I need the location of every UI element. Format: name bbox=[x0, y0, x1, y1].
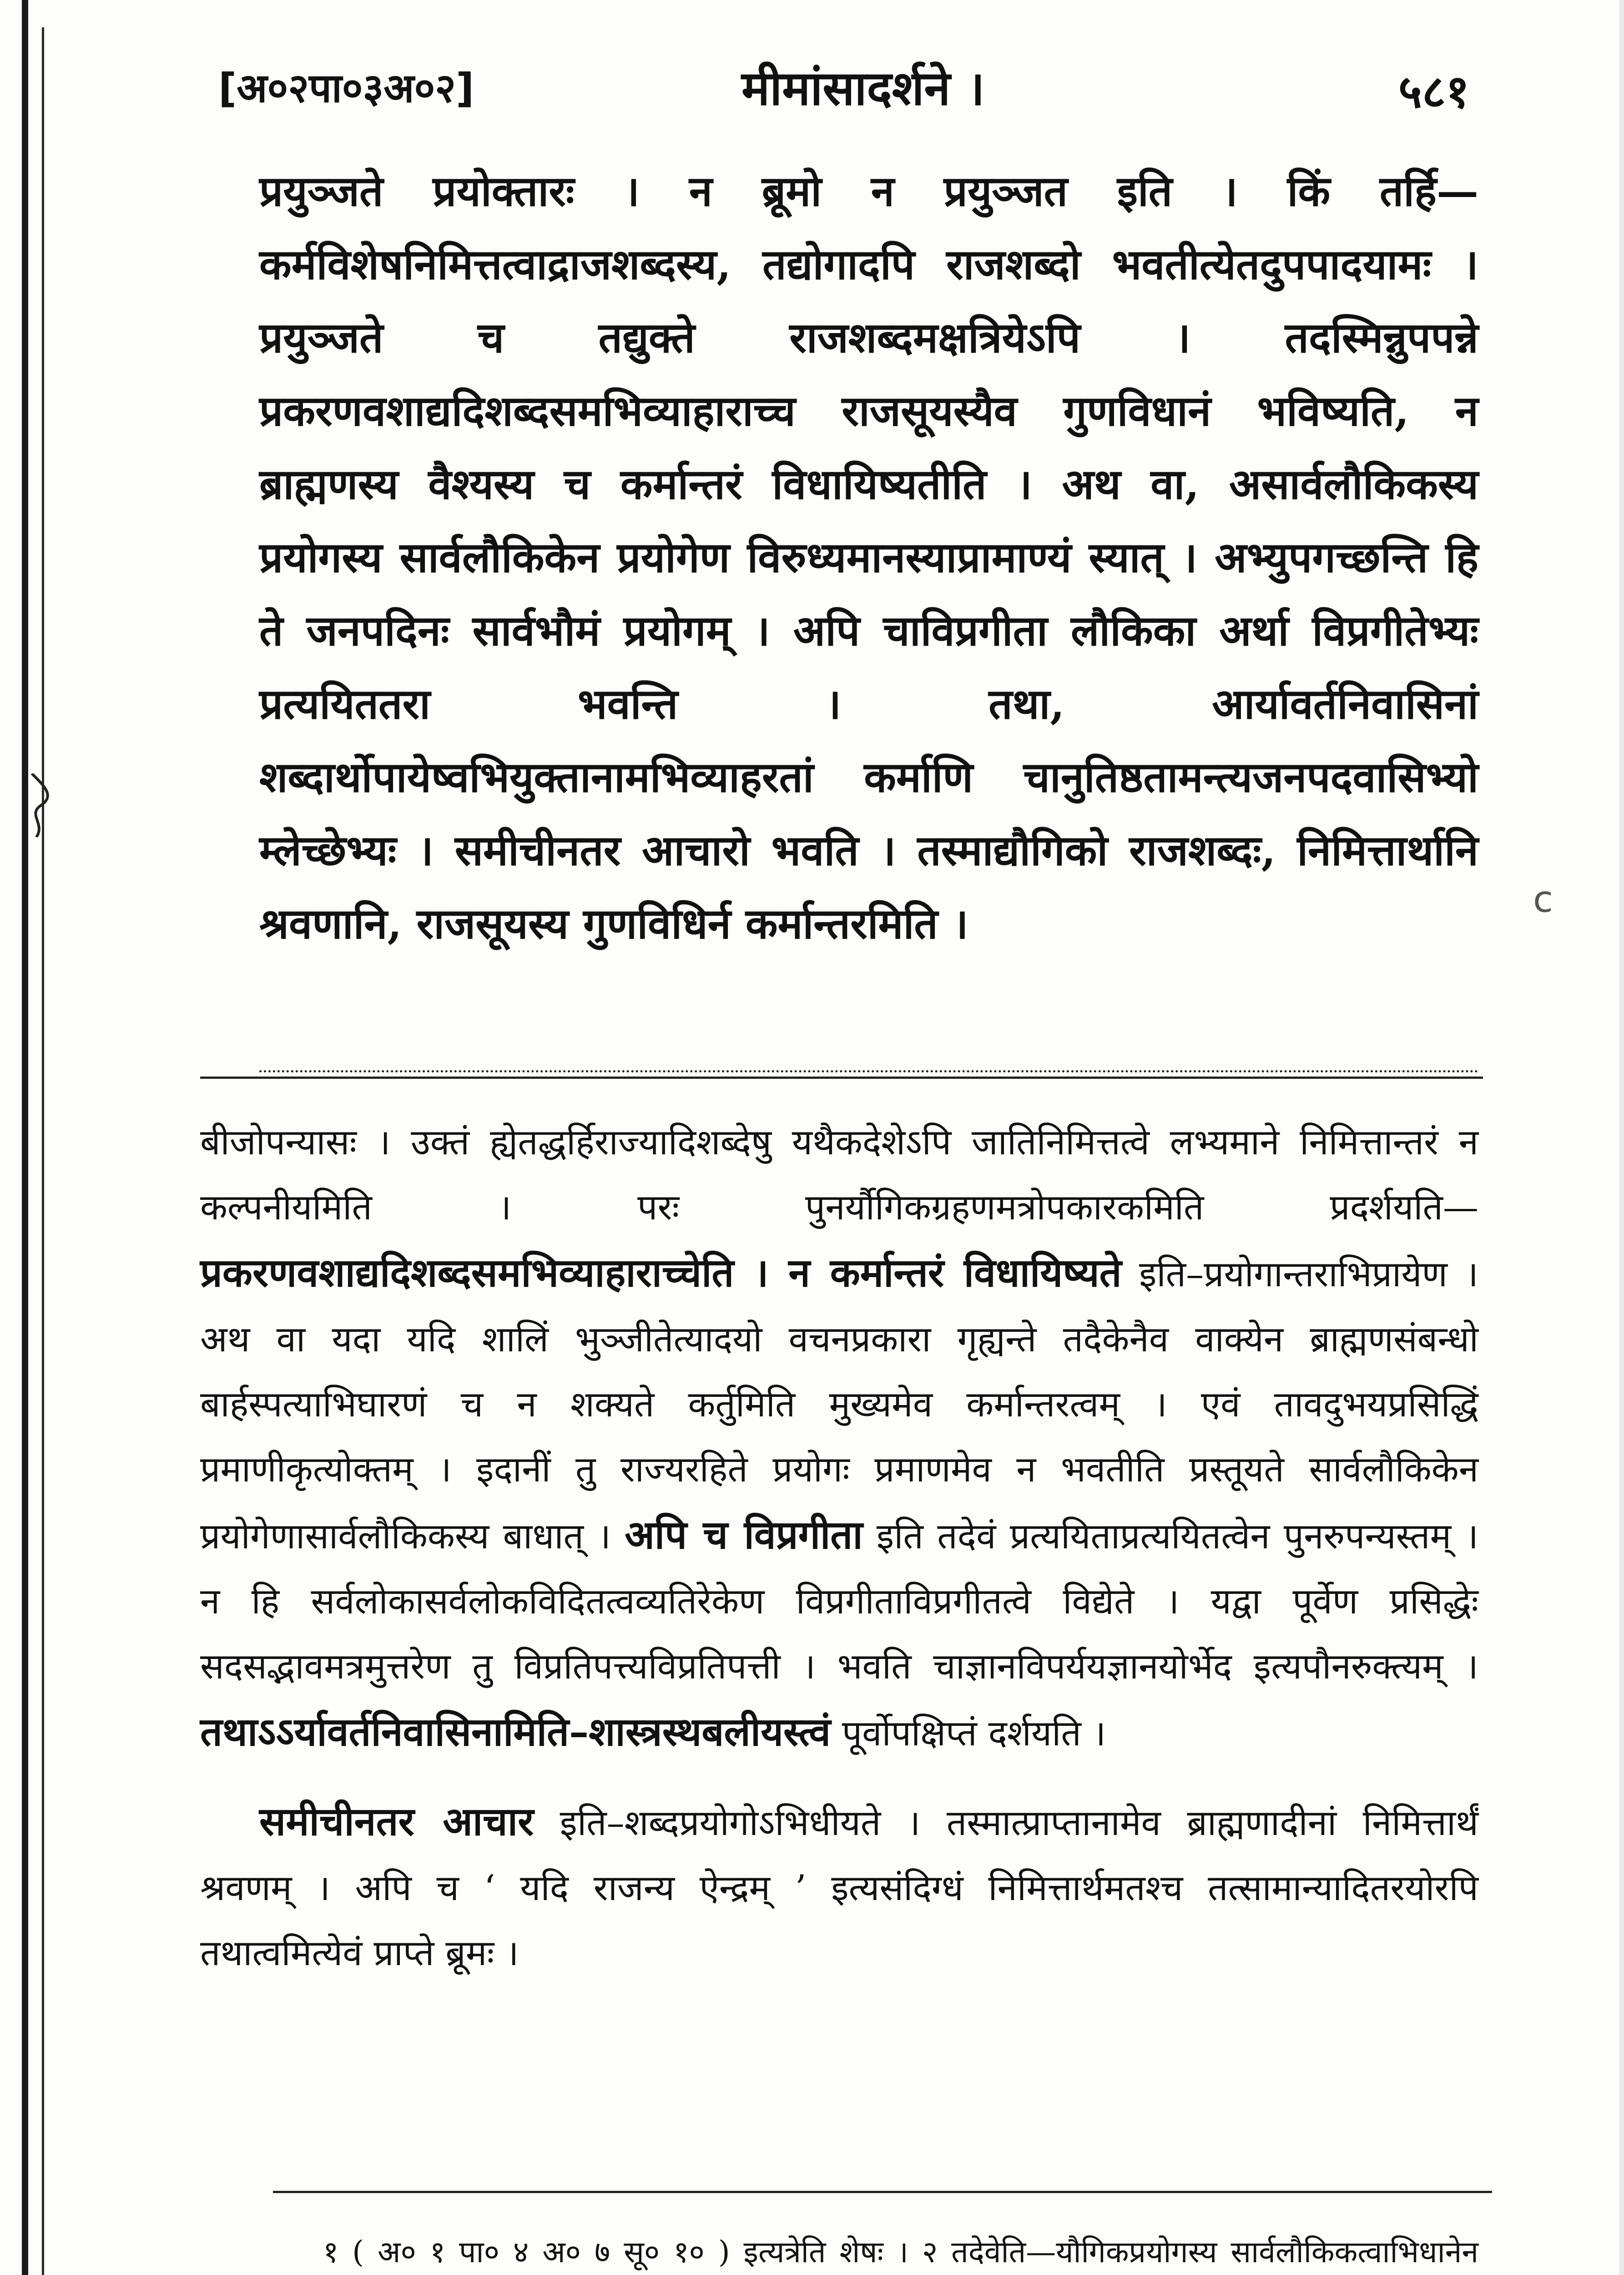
binding-line bbox=[42, 27, 44, 2275]
commentary-emphasis: अपि च विप्रगीता bbox=[625, 1512, 863, 1558]
commentary-paragraph-1 bbox=[200, 1110, 1478, 1766]
commentary-text: इति–प्रयोगान्तराभिप्रायेण । अथ वा यदा यदि शालिं भुञ्जीतेत्यादयो वचनप्रकारा गृह्यन्ते तदैकेनैव वाक्येन ब्राह्मणसंबन्धो बार्हस्पत्याभिघारणं च न शक्यते कर्तुमिति मुख्यमेव कर्मान्तरत्वम् । एवं तावदुभयप्रसिद्धिं प्रमाणीकृत्योक्तम् । इदानीं तु राज्यरहिते प्रयोगः प्रमाणमेव न भवतीति प्रस्तूयते सार्वलौकिकेन प्रयोगेणासार्वलौकिकस्य बाधात् । bbox=[200, 1254, 1478, 1557]
footnotes bbox=[200, 2225, 1478, 2275]
commentary-paragraph-2 bbox=[200, 1789, 1478, 1986]
binding-edge bbox=[22, 0, 28, 2275]
commentary-text: इति–शब्दप्रयोगोऽभिधीयते । तस्मात्प्राप्तानामेव ब्राह्मणादीनां निमित्तार्थं श्रवणम् । अपि च ‘ यदि राजन्य ऐन्द्रम् ’ इत्यसंदिग्धं निमित्तार्थमतश्च तत्सामान्यादितरयोरपि तथात्वमित्येवं प्राप्ते ब्रूमः । bbox=[200, 1803, 1478, 1974]
section-reference: [अ०२पा०३अ०२] bbox=[218, 65, 474, 111]
commentary-text: इति तदेवं प्रत्ययिताप्रत्ययितत्वेन पुनरुपन्यस्तम् । न हि सर्वलोकासर्वलोकविदितत्वव्यतिरेकेण विप्रगीताविप्रगीतत्वे विद्येते । यद्वा पूर्वेण प्रसिद्धेः सदसद्भावमत्रमुत्तरेण तु विप्रतिपत्त्यविप्रतिपत्ती । भवति चाज्ञानविपर्ययज्ञानयोर्भेद इत्यपौनरुक्त्यम् । bbox=[200, 1516, 1479, 1687]
main-text bbox=[259, 155, 1478, 961]
running-title: मीमांसादर्शने । bbox=[741, 61, 985, 116]
footnote-divider bbox=[273, 2191, 1492, 2193]
main-paragraph: प्रयुञ्जते प्रयोक्तारः । न ब्रूमो न प्रयुञ्जत इति । किं तर्हि—कर्मविशेषनिमित्तत्वाद्राजशब्दस्य, तद्योगादपि राजशब्दो भवतीत्येतदुपपादयामः । प्रयुञ्जते च तद्युक्ते राजशब्दमक्षत्रियेऽपि । तदस्मिन्नुपपन्ने प्रकरणवशाद्यदिशब्दसमभिव्याहाराच्च राजसूयस्यैव गुणविधानं भविष्यति, न ब्राह्मणस्य वैश्यस्य च कर्मान्तरं विधायिष्यतीति । अथ वा, असार्वलौकिकस्य प्रयोगस्य सार्वलौकिकेन प्रयोगेण विरुध्यमानस्याप्रामाण्यं स्यात् । अभ्युपगच्छन्ति हि ते जनपदिनः सार्वभौमं प्रयोगम् । अपि चाविप्रगीता लौकिका अर्था विप्रगीतेभ्यः प्रत्ययिततरा भवन्ति । तथा, आर्यावर्तनिवासिनां शब्दार्थोपायेष्वभियुक्तानामभिव्याहरतां कर्माणि चानुतिष्ठतामन्त्यजनपदवासिभ्यो म्लेच्छेभ्यः । समीचीनतर आचारो भवति । तस्माद्यौगिको राजशब्दः, निमित्तार्थानि श्रवणानि, राजसूयस्य गुणविधिर्न कर्मान्तरमिति । bbox=[259, 167, 1478, 948]
section-divider bbox=[200, 1077, 1483, 1079]
page-number: ५८१ bbox=[1398, 65, 1469, 118]
dotted-divider bbox=[259, 1070, 1478, 1072]
margin-pencil-mark: c bbox=[1533, 878, 1553, 920]
spine-tear-mark bbox=[27, 774, 59, 837]
commentary-text: पूर्वोपक्षिप्तं दर्शयति । bbox=[842, 1713, 1106, 1754]
commentary-text: बीजोपन्यासः । उक्तं ह्येतद्धर्हिराज्यादिशब्देषु यथैकदेशेऽपि जातिनिमित्तत्वे लभ्यमाने निमित्तान्तरं न कल्पनीयमिति । परः पुनर्यौगिकग्रहणमत्रोपकारकमिति प्रदर्शयति— bbox=[200, 1122, 1478, 1228]
commentary-emphasis: तथाऽऽर्यावर्तनिवासिनामिति–शास्त्रस्थबलीयस्त्वं bbox=[200, 1709, 831, 1755]
commentary bbox=[200, 1110, 1478, 1986]
footnote-text: १ ( अ० १ पा० ४ अ० ७ सू० १० ) इत्यत्रेति शेषः । २ तदेवेति—यौगिकप्रयोगस्य सार्वलौकिकत्वाभिधानेन bbox=[323, 2235, 1478, 2270]
commentary-emphasis: प्रकरणवशाद्यदिशब्दसमभिव्याहाराच्चेति । न कर्मान्तरं विधायिष्यते bbox=[200, 1250, 1122, 1296]
page-right-edge bbox=[1619, 0, 1624, 2275]
commentary-emphasis: समीचीनतर आचार bbox=[259, 1799, 534, 1845]
page-header bbox=[218, 50, 1469, 118]
